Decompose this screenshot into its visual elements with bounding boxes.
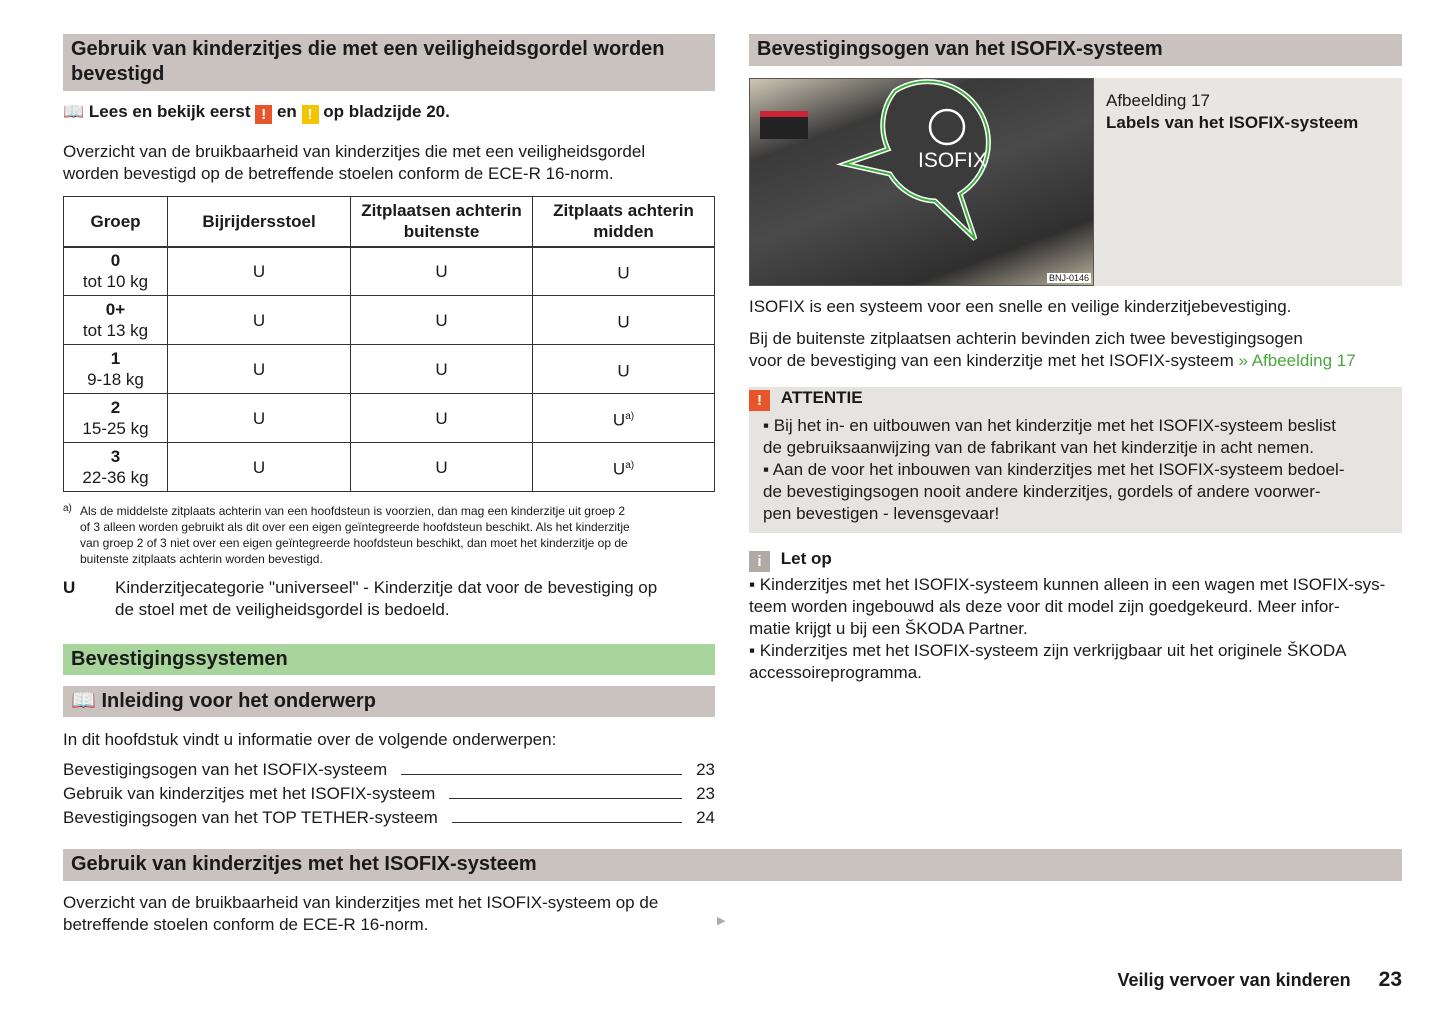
cell-rear-outer: U bbox=[351, 345, 533, 394]
text-line: buitenste zitplaats achterin worden bevestigd. bbox=[80, 552, 323, 566]
column-header: Zitplaats achterin midden bbox=[533, 197, 715, 247]
table-header-row bbox=[64, 197, 715, 247]
note-heading bbox=[749, 548, 832, 572]
column-header: Groep bbox=[64, 197, 168, 247]
cell-passenger-seat: U bbox=[168, 394, 351, 443]
group-number: 0 bbox=[110, 251, 121, 271]
warning-icon: ! bbox=[255, 105, 272, 124]
group-number: 3 bbox=[110, 447, 121, 466]
cell-value: U bbox=[612, 459, 626, 479]
text-line: ▪ Kinderzitjes met het ISOFIX-systeem kunnen alleen in een wagen met ISOFIX-sys- bbox=[749, 575, 1386, 594]
text-line: Bij de buitenste zitplaatsen achterin bevinden zich twee bevestigingsogen bbox=[749, 329, 1303, 348]
toc-page: 23 bbox=[696, 784, 715, 803]
group-number: 2 bbox=[110, 398, 121, 417]
text-line: de bevestigingsogen nooit andere kinderzitjes, gordels of andere voorwer- bbox=[763, 482, 1321, 501]
read-first-text: op bladzijde 20. bbox=[323, 102, 450, 121]
book-icon: 📖 bbox=[63, 102, 85, 121]
cell-passenger-seat: U bbox=[168, 345, 351, 394]
cell-rear-outer: U bbox=[351, 394, 533, 443]
isofix-callout-bubble bbox=[750, 79, 1094, 286]
cell-passenger-seat: U bbox=[168, 247, 351, 296]
text-line: ▪ Bij het in- en uitbouwen van het kinderzitje met het ISOFIX-systeem beslist bbox=[763, 416, 1336, 435]
cell-rear-middle bbox=[533, 345, 715, 394]
text-line: van groep 2 of 3 niet over een eigen geïntegreerde hoofdsteun beschikt, dan moet het kinderzitje op de bbox=[80, 536, 628, 550]
group-number: 0+ bbox=[105, 300, 126, 319]
cell-passenger-seat: U bbox=[168, 296, 351, 345]
toc-list bbox=[63, 758, 715, 830]
chapter-title: Veilig vervoer van kinderen bbox=[1117, 970, 1351, 990]
note-title: Let op bbox=[780, 549, 832, 568]
cell-rear-middle bbox=[533, 296, 715, 345]
text-line: de gebruiksaanwijzing van de fabrikant van het kinderzitje in acht nemen. bbox=[763, 438, 1314, 457]
toc-label[interactable]: Bevestigingsogen van het TOP TETHER-systeem bbox=[63, 808, 438, 827]
cell-rear-middle bbox=[533, 443, 715, 492]
group-number: 1 bbox=[110, 349, 121, 368]
text-line: pen bevestigen - levensgevaar! bbox=[763, 504, 1000, 523]
group-weight: 22-36 kg bbox=[82, 468, 149, 487]
toc-page: 23 bbox=[696, 760, 715, 779]
text-line: Kinderzitjecategorie "universeel" - Kinderzitje dat voor de bevestiging op bbox=[115, 578, 658, 597]
text-line: Overzicht van de bruikbaarheid van kinderzitjes met het ISOFIX-systeem op de bbox=[63, 893, 659, 912]
text-line: worden bevestigd op de betreffende stoelen conform de ECE-R 16-norm. bbox=[63, 164, 614, 183]
figure-caption: Labels van het ISOFIX-systeem bbox=[1106, 113, 1359, 132]
text-line: ▪ Kinderzitjes met het ISOFIX-systeem zijn verkrijgbaar uit het originele ŠKODA bbox=[749, 641, 1347, 660]
book-icon: 📖 bbox=[71, 690, 96, 712]
section-title-bevestigingssystemen: Bevestigingssystemen bbox=[63, 644, 715, 675]
info-icon: i bbox=[749, 551, 770, 572]
child-seat-table bbox=[63, 196, 715, 492]
figure-caption-box bbox=[1094, 78, 1402, 286]
text-line: teem worden ingebouwd als deze voor dit model zijn goedgekeurd. Meer infor- bbox=[749, 597, 1340, 616]
group-weight: 9-18 kg bbox=[87, 370, 144, 389]
heading-line: Gebruik van kinderzitjes die met een veiligheidsgordel worden bbox=[71, 38, 665, 60]
text-line: betreffende stoelen conform de ECE-R 16-norm. bbox=[63, 915, 429, 934]
toc-item[interactable] bbox=[63, 782, 715, 806]
intro-text: In dit hoofdstuk vindt u informatie over de volgende onderwerpen: bbox=[63, 730, 557, 749]
table-row bbox=[64, 247, 715, 296]
continue-arrow-icon: ▶ bbox=[717, 915, 726, 927]
intro-heading-text: Inleiding voor het onderwerp bbox=[101, 690, 376, 712]
group-weight: tot 13 kg bbox=[82, 321, 149, 340]
group-cell bbox=[64, 247, 168, 296]
group-weight: 15-25 kg bbox=[82, 419, 149, 438]
cell-value: U bbox=[617, 361, 630, 381]
footnote-ref: a) bbox=[625, 459, 635, 471]
figure-number: Afbeelding 17 bbox=[1106, 91, 1210, 110]
attention-title: ATTENTIE bbox=[780, 388, 863, 407]
footnote-mark: a) bbox=[63, 503, 72, 514]
read-first-note bbox=[63, 101, 450, 124]
legend-key: U bbox=[63, 578, 76, 597]
text-line: ▪ Aan de voor het inbouwen van kinderzitjes met het ISOFIX-systeem bedoel- bbox=[763, 460, 1345, 479]
note-text bbox=[749, 574, 1385, 684]
isofix-use-paragraph bbox=[63, 892, 658, 936]
text-line: Als de middelste zitplaats achterin van een hoofdsteun is voorzien, dan mag een kinderzitje uit groep 2 bbox=[80, 504, 625, 518]
warning-icon: ! bbox=[749, 390, 770, 411]
cell-rear-outer: U bbox=[351, 443, 533, 492]
bubble-label: ISOFIX bbox=[918, 149, 987, 172]
read-first-text: Lees en bekijk eerst bbox=[88, 102, 251, 121]
figure-code: BNJ-0146 bbox=[1048, 273, 1089, 283]
toc-label[interactable]: Gebruik van kinderzitjes met het ISOFIX-systeem bbox=[63, 784, 436, 803]
heading-line: bevestigd bbox=[71, 63, 165, 85]
cell-rear-middle bbox=[533, 247, 715, 296]
text-line: voor de bevestiging van een kinderzitje met het ISOFIX-systeem bbox=[749, 351, 1234, 370]
isofix-description: ISOFIX is een systeem voor een snelle en veilige kinderzitjebevestiging. bbox=[749, 297, 1292, 316]
column-header: Bijrijdersstoel bbox=[168, 197, 351, 247]
isofix-location-paragraph bbox=[749, 328, 1356, 372]
section-heading-isofix-use: Gebruik van kinderzitjes met het ISOFIX-systeem bbox=[63, 849, 1402, 881]
cell-value: U bbox=[612, 410, 626, 430]
text-line: of 3 alleen worden gebruikt als dit over een eigen geïntegreerde hoofdsteun beschikt. Als het kinderzitje bbox=[80, 520, 630, 534]
attention-box bbox=[749, 387, 1402, 533]
group-cell bbox=[64, 443, 168, 492]
group-cell bbox=[64, 296, 168, 345]
legend-u bbox=[63, 577, 715, 621]
table-row bbox=[64, 394, 715, 443]
text-line: matie krijgt u bij een ŠKODA Partner. bbox=[749, 619, 1028, 638]
figure-image bbox=[749, 78, 1094, 286]
intro-paragraph bbox=[63, 141, 645, 185]
read-first-text: en bbox=[276, 102, 297, 121]
text-line: Overzicht van de bruikbaarheid van kinderzitjes die met een veiligheidsgordel bbox=[63, 142, 646, 161]
cell-rear-outer: U bbox=[351, 296, 533, 345]
section-heading-seatbelt bbox=[63, 34, 715, 91]
footnote-ref: a) bbox=[625, 410, 635, 422]
cell-value: U bbox=[617, 312, 630, 332]
cell-rear-middle bbox=[533, 394, 715, 443]
toc-item[interactable] bbox=[63, 758, 715, 782]
column-header: Zitplaatsen achterin buitenste bbox=[351, 197, 533, 247]
page-number: 23 bbox=[1378, 968, 1402, 991]
figure-link[interactable]: » Afbeelding 17 bbox=[1238, 351, 1356, 370]
toc-page: 24 bbox=[696, 808, 715, 827]
intro-heading bbox=[63, 686, 715, 717]
group-weight: tot 10 kg bbox=[82, 272, 149, 292]
toc-label[interactable]: Bevestigingsogen van het ISOFIX-systeem bbox=[63, 760, 388, 779]
section-heading-isofix-eyes: Bevestigingsogen van het ISOFIX-systeem bbox=[749, 34, 1402, 66]
group-cell bbox=[64, 345, 168, 394]
caution-icon: ! bbox=[302, 105, 319, 124]
cell-rear-outer: U bbox=[351, 247, 533, 296]
footnote bbox=[63, 503, 715, 567]
text-line: de stoel met de veiligheidsgordel is bedoeld. bbox=[115, 600, 450, 619]
group-cell bbox=[64, 394, 168, 443]
footnote-text bbox=[80, 503, 715, 567]
table-row bbox=[64, 443, 715, 492]
table-row bbox=[64, 296, 715, 345]
cell-passenger-seat: U bbox=[168, 443, 351, 492]
page-footer bbox=[1118, 968, 1402, 992]
cell-value: U bbox=[617, 263, 630, 283]
toc-item[interactable] bbox=[63, 806, 715, 830]
text-line: accessoireprogramma. bbox=[749, 663, 922, 682]
table-row bbox=[64, 345, 715, 394]
